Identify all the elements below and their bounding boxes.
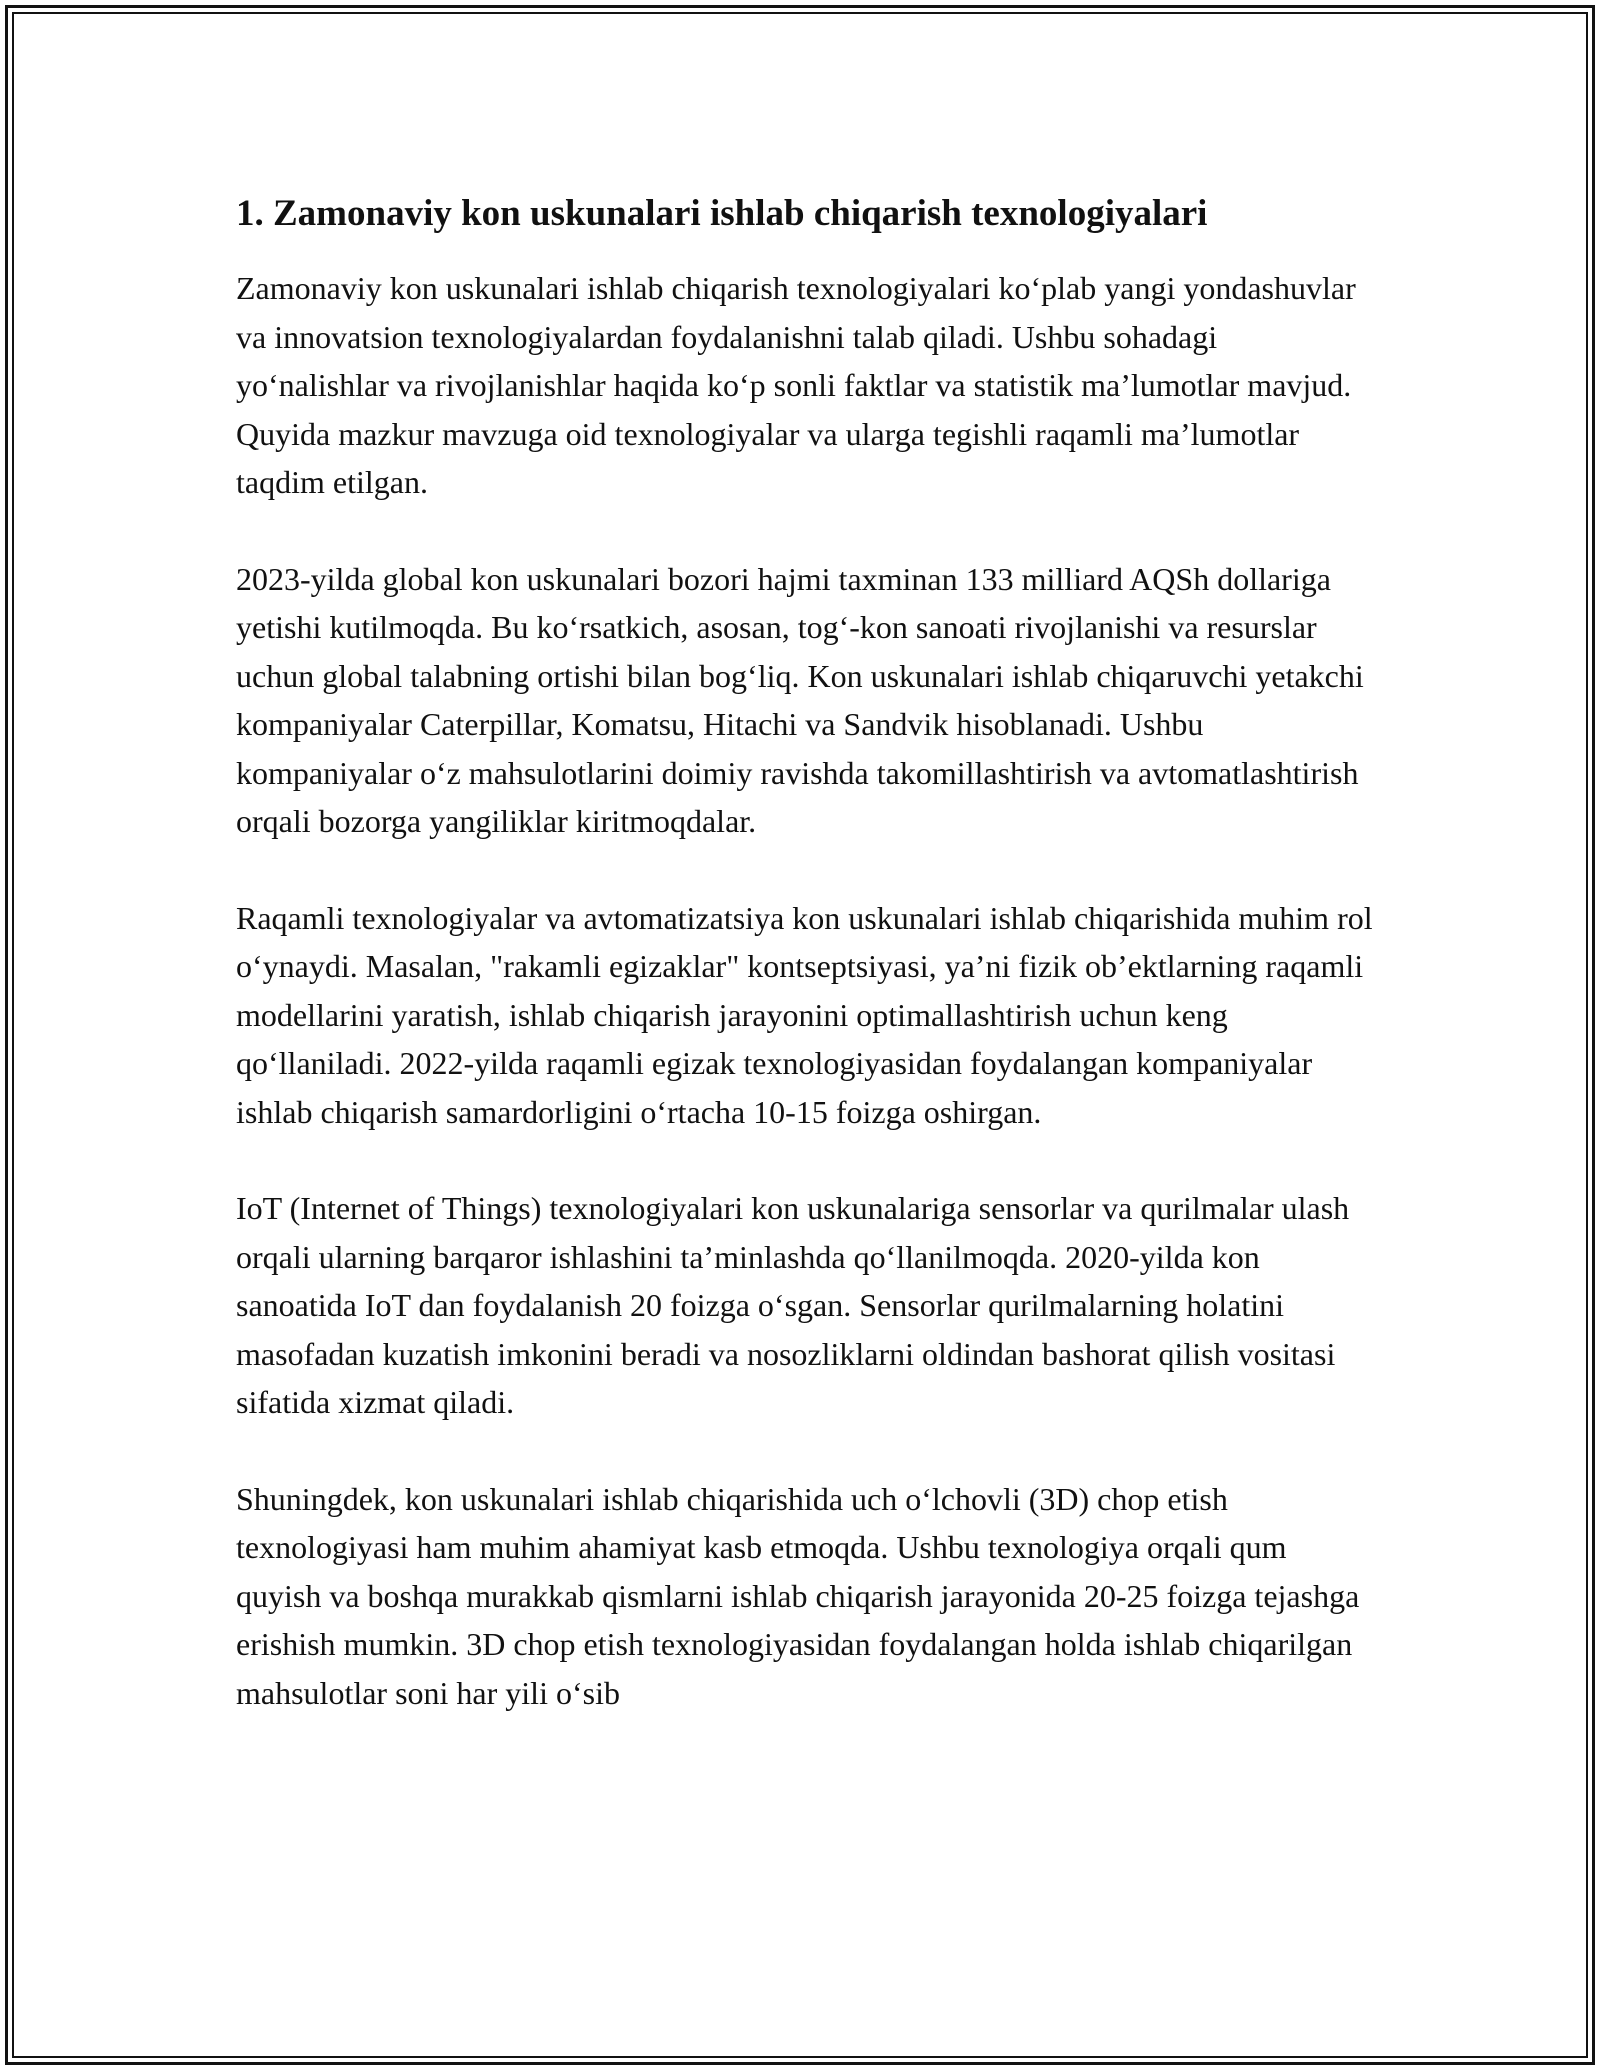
paragraph-3d-printing: Shuningdek, kon uskunalari ishlab chiqarishida uch oʻlchovli (3D) chop etish texnologiyasi ham muhim ahamiyat kasb etmoqda. Ushbu texnologiya orqali qum quyish va boshqa murakkab qismlarni ishlab chiqarish jarayonida 20-25 foizga tejashga erishish mumkin. 3D chop etish texnologiyasidan foydalangan holda ishlab chiqarilgan mahsulotlar soni har yili oʻsib xyxy=(236,1480,1360,1711)
paragraph-iot: IoT (Internet of Things) texnologiyalari kon uskunalariga sensorlar va qurilmalar ulash orqali ularning barqaror ishlashini taʼminlashda qoʻllanilmoqda. 2020-yilda kon sanoatida IoT dan foydalanish 20 foizga oʻsgan. Sensorlar qurilmalarning holatini masofadan kuzatish imkonini beradi va nosozliklarni oldindan bashorat qilish vositasi sifatida xizmat qiladi. xyxy=(236,1190,1350,1420)
document-body xyxy=(236,186,1376,1765)
paragraph-digital-twins: Raqamli texnologiyalar va avtomatizatsiya kon uskunalari ishlab chiqarishida muhim rol oʻynaydi. Masalan, "rakamli egizaklar" kontseptsiyasi, yaʼni fizik obʼektlarning raqamli modellarini yaratish, ishlab chiqarish jarayonini optimallashtirish uchun keng qoʻllaniladi. 2022-yilda raqamli egizak texnologiyasidan foydalangan kompaniyalar ishlab chiqarish samardorligini oʻrtacha 10-15 foizga oshirgan. xyxy=(236,899,1373,1130)
paragraph-market: 2023-yilda global kon uskunalari bozori hajmi taxminan 133 milliard AQSh dollariga yetishi kutilmoqda. Bu koʻrsatkich, asosan, togʻ-kon sanoati rivojlanishi va resurslar uchun global talabning ortishi bilan bogʻliq. Kon uskunalari ishlab chiqaruvchi yetakchi kompaniyalar Caterpillar, Komatsu, Hitachi va Sandvik hisoblanadi. Ushbu kompaniyalar oʻz mahsulotlarini doimiy ravishda takomillashtirish va avtomatlashtirish orqali bozorga yangiliklar kiritmoqdalar. xyxy=(236,560,1364,839)
section-heading: 1. Zamonaviy kon uskunalari ishlab chiqarish texnologiyalari xyxy=(236,193,1208,234)
paragraph-intro: Zamonaviy kon uskunalari ishlab chiqarish texnologiyalari koʻplab yangi yondashuvlar va innovatsion texnologiyalardan foydalanishni talab qiladi. Ushbu sohadagi yoʻnalishlar va rivojlanishlar haqida koʻp sonli faktlar va statistik maʼlumotlar mavjud. Quyida mazkur mavzuga oid texnologiyalar va ularga tegishli raqamli maʼlumotlar taqdim etilgan. xyxy=(236,270,1356,500)
